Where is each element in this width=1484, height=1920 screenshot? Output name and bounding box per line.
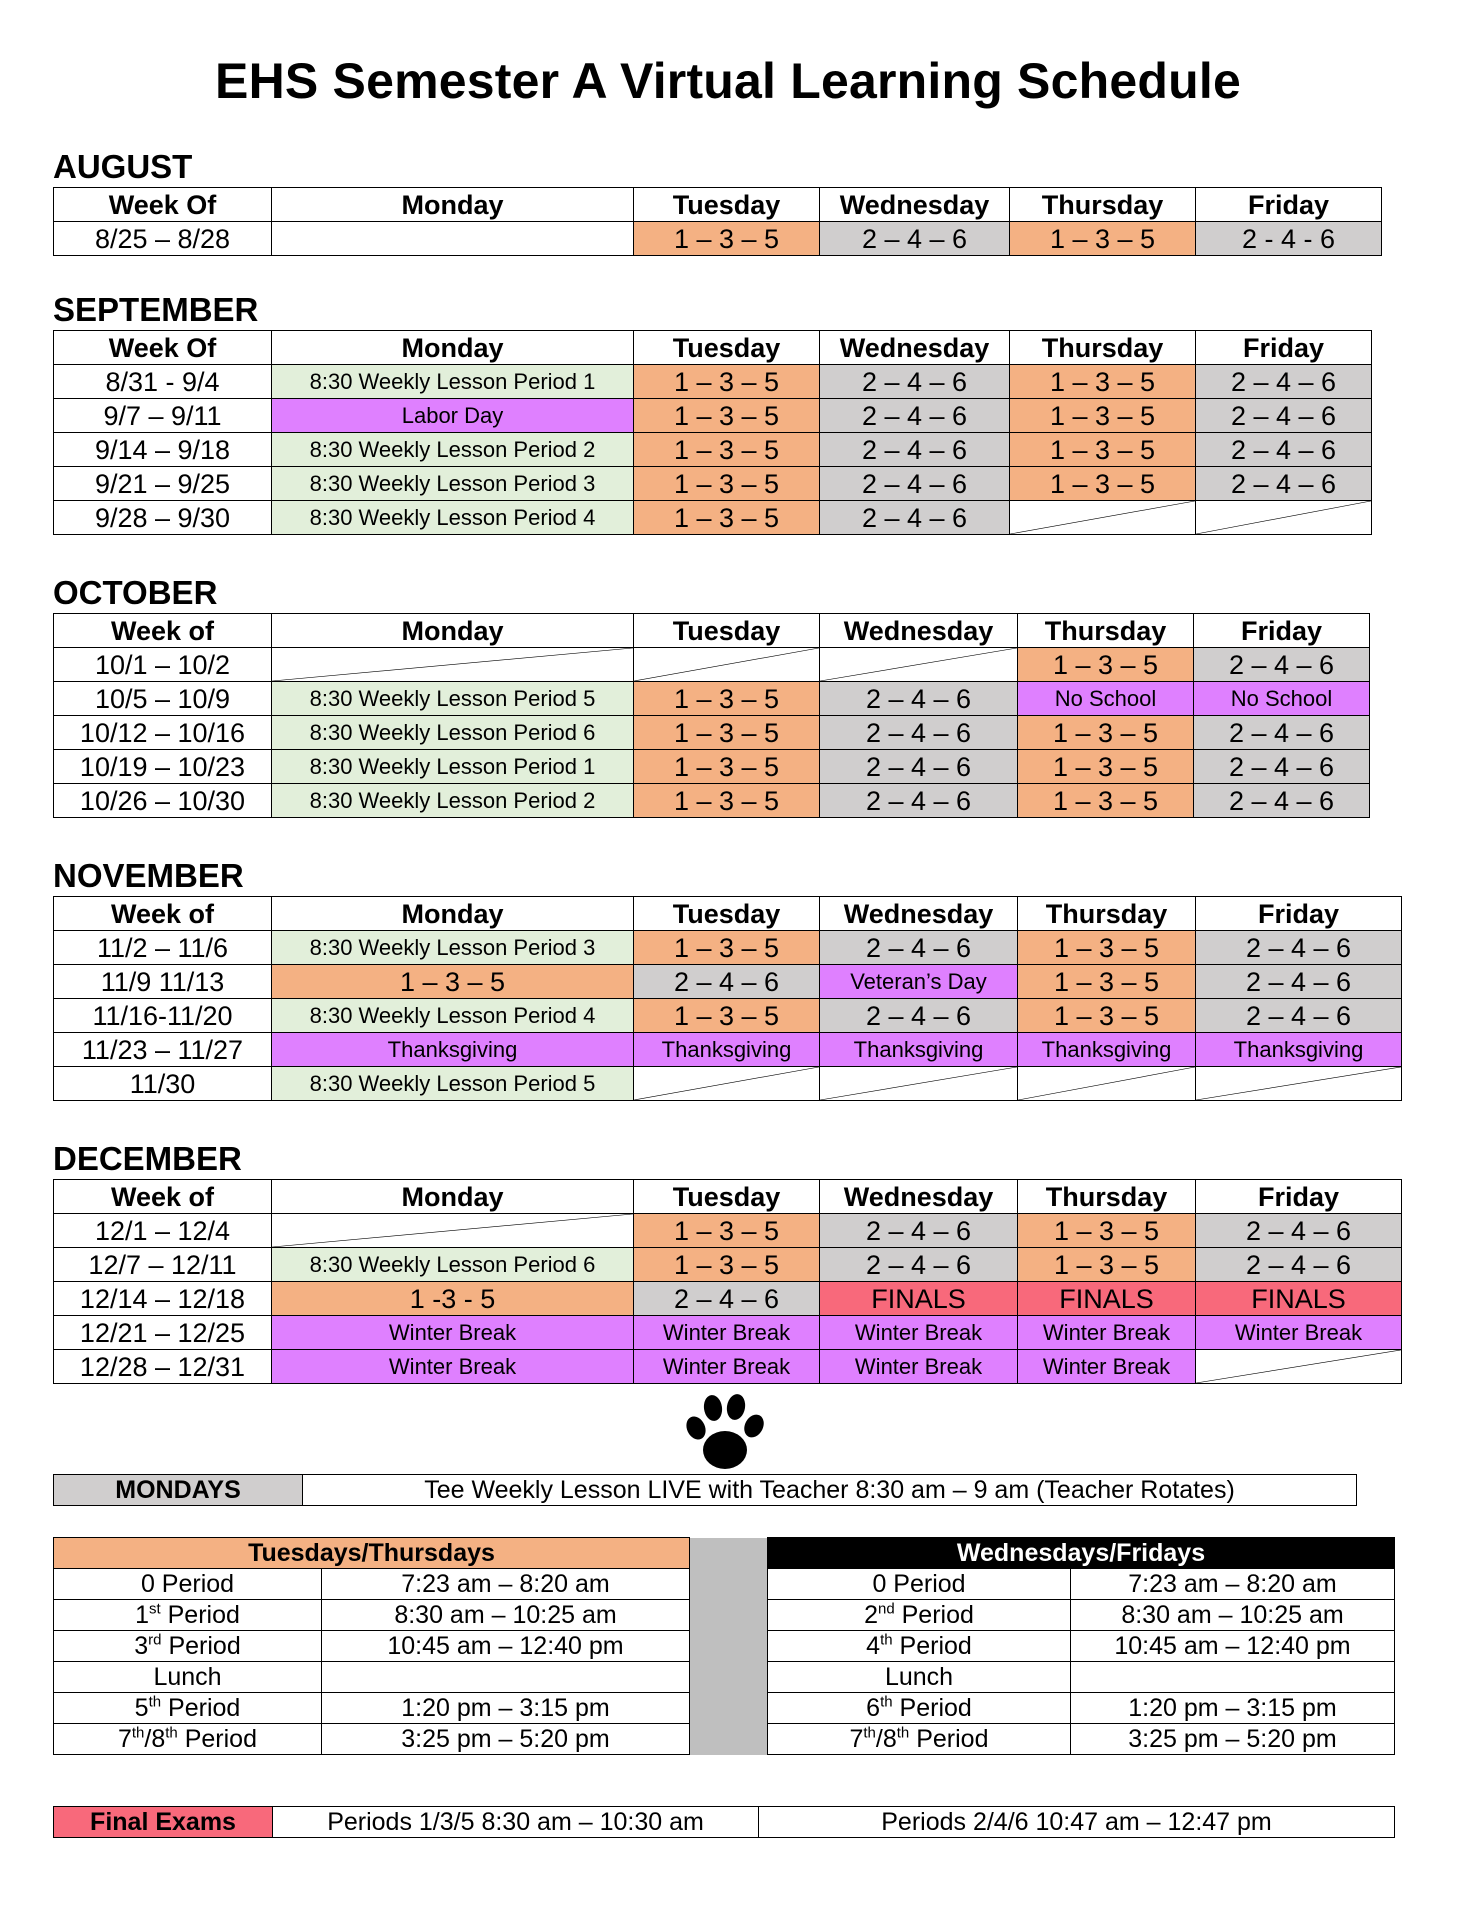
column-header: Friday: [1196, 331, 1372, 365]
no-class-cell: [634, 1067, 820, 1101]
period-suffix: Period: [894, 1601, 974, 1629]
tt-period-cell: [54, 1631, 322, 1662]
month-label: NOVEMBER: [53, 857, 244, 894]
day-schedule-cell: 1 – 3 – 5: [1018, 784, 1194, 818]
day-schedule-cell: 2 – 4 – 6: [1196, 999, 1402, 1033]
column-header: Thursday: [1018, 897, 1196, 931]
day-schedule-cell: 2 – 4 – 6: [1194, 784, 1370, 818]
period-number: Lunch: [153, 1663, 222, 1691]
week-of-cell: 9/14 – 9/18: [54, 433, 272, 467]
day-schedule-cell: Thanksgiving: [820, 1033, 1018, 1067]
page-title: EHS Semester A Virtual Learning Schedule: [215, 53, 1241, 109]
period-ordinal: th: [880, 1631, 893, 1649]
week-of-cell: 10/19 – 10/23: [54, 750, 272, 784]
period-suffix: Period: [161, 1632, 241, 1660]
tt-time-cell: [322, 1662, 690, 1693]
column-header: Monday: [272, 897, 634, 931]
period-number: 0: [872, 1570, 887, 1598]
month-label: OCTOBER: [53, 574, 218, 611]
no-class-cell: [1196, 1350, 1402, 1384]
day-schedule-cell: 1 – 3 – 5: [634, 716, 820, 750]
day-schedule-cell: 8:30 Weekly Lesson Period 6: [272, 716, 634, 750]
day-schedule-cell: Thanksgiving: [272, 1033, 634, 1067]
mondays-text: Tee Weekly Lesson LIVE with Teacher 8:30 am – 9 am (Teacher Rotates): [424, 1476, 1235, 1504]
final-exams-label: Final Exams: [54, 1807, 273, 1837]
day-schedule-cell: Winter Break: [820, 1316, 1018, 1350]
column-header: Friday: [1196, 897, 1402, 931]
tt-period-cell: [54, 1693, 322, 1724]
period-suffix: Period: [892, 1632, 972, 1660]
week-row: [54, 648, 1370, 682]
day-schedule-cell: 2 – 4 – 6: [1196, 467, 1372, 501]
week-row: [54, 222, 1382, 256]
period-ordinal: nd: [878, 1600, 895, 1618]
no-class-cell: [1010, 501, 1196, 535]
day-schedule-cell: 2 – 4 – 6: [820, 1214, 1018, 1248]
week-row: [54, 1214, 1402, 1248]
period-number: 5: [134, 1694, 149, 1722]
week-row: [54, 365, 1372, 399]
final-exams-periods-246: Periods 2/4/6 10:47 am – 12:47 pm: [881, 1808, 1272, 1836]
week-row: [54, 1067, 1402, 1101]
wf-period-cell: [768, 1569, 1071, 1600]
tt-period-cell: [54, 1569, 322, 1600]
period-suffix: Period: [161, 1694, 241, 1722]
column-header: Friday: [1196, 1180, 1402, 1214]
day-schedule-cell: Winter Break: [634, 1350, 820, 1384]
day-schedule-cell: 8:30 Weekly Lesson Period 1: [272, 750, 634, 784]
day-schedule-cell: 1 – 3 – 5: [1018, 1248, 1196, 1282]
week-of-cell: 10/5 – 10/9: [54, 682, 272, 716]
week-row: [54, 750, 1370, 784]
day-schedule-cell: 1 – 3 – 5: [634, 467, 820, 501]
tt-time-cell: 1:20 pm – 3:15 pm: [322, 1693, 690, 1724]
period-ordinal: th: [131, 1724, 145, 1742]
week-row: [54, 467, 1372, 501]
week-of-cell: 12/28 – 12/31: [54, 1350, 272, 1384]
day-schedule-cell: 1 – 3 – 5: [1018, 965, 1196, 999]
no-class-cell: [272, 1214, 634, 1248]
week-of-cell: 12/7 – 12/11: [54, 1248, 272, 1282]
column-header: Tuesday: [634, 614, 820, 648]
column-header: Monday: [272, 188, 634, 222]
bell-row: [54, 1631, 1395, 1662]
wf-time-cell: 8:30 am – 10:25 am: [1071, 1600, 1395, 1631]
column-header: Wednesday: [820, 188, 1010, 222]
column-gap: [690, 1538, 768, 1569]
column-header: Week Of: [54, 331, 272, 365]
day-schedule-cell: Thanksgiving: [634, 1033, 820, 1067]
day-schedule-cell: 1 – 3 – 5: [1018, 750, 1194, 784]
bell-row: [54, 1569, 1395, 1600]
period-ordinal: th: [896, 1724, 910, 1742]
column-header: Wednesday: [820, 897, 1018, 931]
column-header: Tuesday: [634, 331, 820, 365]
day-schedule-cell: 2 – 4 – 6: [820, 931, 1018, 965]
week-row: [54, 1282, 1402, 1316]
week-row: [54, 433, 1372, 467]
day-schedule-cell: 1 – 3 – 5: [1010, 399, 1196, 433]
no-class-cell: [820, 1067, 1018, 1101]
column-gap: [690, 1662, 768, 1693]
week-of-cell: 10/26 – 10/30: [54, 784, 272, 818]
week-row: [54, 1316, 1402, 1350]
day-schedule-cell: 1 – 3 – 5: [634, 399, 820, 433]
week-row: [54, 965, 1402, 999]
column-header: Week Of: [54, 188, 272, 222]
week-of-cell: 11/23 – 11/27: [54, 1033, 272, 1067]
column-header: Monday: [272, 1180, 634, 1214]
column-header: Tuesday: [634, 188, 820, 222]
day-schedule-cell: 2 – 4 – 6: [820, 1248, 1018, 1282]
tt-period-cell: [54, 1662, 322, 1693]
no-class-cell: [272, 648, 634, 682]
period-number: Lunch: [884, 1663, 954, 1691]
week-of-cell: 12/1 – 12/4: [54, 1214, 272, 1248]
period-suffix: Period: [892, 1694, 972, 1722]
week-row: [54, 1350, 1402, 1384]
tt-period-cell: [54, 1724, 322, 1755]
wf-time-cell: 3:25 pm – 5:20 pm: [1071, 1724, 1395, 1755]
period-ordinal: rd: [148, 1631, 162, 1649]
day-schedule-cell: 2 – 4 – 6: [820, 784, 1018, 818]
day-schedule-cell: 2 – 4 – 6: [1196, 399, 1372, 433]
month-schedule-table: [53, 613, 1370, 818]
day-schedule-cell: FINALS: [820, 1282, 1018, 1316]
day-schedule-cell: 1 – 3 – 5: [634, 750, 820, 784]
column-header: Wednesday: [820, 331, 1010, 365]
bell-row: [54, 1662, 1395, 1693]
day-schedule-cell: Veteran’s Day: [820, 965, 1018, 999]
column-header: Thursday: [1010, 331, 1196, 365]
period-suffix: Period: [154, 1570, 235, 1598]
paw-print-icon: [680, 1390, 770, 1480]
month-label: DECEMBER: [53, 1140, 242, 1177]
day-schedule-cell: 2 – 4 – 6: [1194, 750, 1370, 784]
wed-fri-header: Wednesdays/Fridays: [768, 1538, 1395, 1569]
column-header: Week of: [54, 897, 272, 931]
week-of-cell: 11/16-11/20: [54, 999, 272, 1033]
day-schedule-cell: 1 – 3 – 5: [272, 965, 634, 999]
day-schedule-cell: Winter Break: [820, 1350, 1018, 1384]
day-schedule-cell: 8:30 Weekly Lesson Period 4: [272, 501, 634, 535]
day-schedule-cell: Winter Break: [634, 1316, 820, 1350]
week-of-cell: 8/31 - 9/4: [54, 365, 272, 399]
period-number: 2: [864, 1601, 878, 1629]
period-suffix: Period: [909, 1725, 989, 1753]
day-schedule-cell: 1 – 3 – 5: [1010, 222, 1196, 256]
column-header: Friday: [1194, 614, 1370, 648]
period-number: 1: [135, 1601, 149, 1629]
wf-period-cell: [768, 1631, 1071, 1662]
month-label: SEPTEMBER: [53, 291, 259, 328]
period-number: 7: [117, 1725, 132, 1753]
tues-thurs-header: Tuesdays/Thursdays: [54, 1538, 690, 1569]
day-schedule-cell: 1 – 3 – 5: [1010, 365, 1196, 399]
day-schedule-cell: 2 – 4 – 6: [634, 1282, 820, 1316]
wf-period-cell: [768, 1662, 1071, 1693]
day-schedule-cell: 2 – 4 – 6: [820, 365, 1010, 399]
no-class-cell: [634, 648, 820, 682]
day-schedule-cell: 1 – 3 – 5: [634, 501, 820, 535]
column-header: Monday: [272, 331, 634, 365]
no-class-cell: [1196, 1067, 1402, 1101]
period-number: 6: [866, 1694, 881, 1722]
column-header: Tuesday: [634, 897, 820, 931]
month-schedule-table: [53, 896, 1402, 1101]
wf-period-cell: [768, 1600, 1071, 1631]
day-schedule-cell: 2 – 4 – 6: [1196, 931, 1402, 965]
week-of-cell: 11/9 11/13: [54, 965, 272, 999]
period-number: 3: [134, 1632, 149, 1660]
column-header: Tuesday: [634, 1180, 820, 1214]
day-schedule-cell: 1 – 3 – 5: [634, 999, 820, 1033]
day-schedule-cell: 1 – 3 – 5: [634, 784, 820, 818]
bell-row: [54, 1693, 1395, 1724]
day-schedule-cell: 8:30 Weekly Lesson Period 5: [272, 682, 634, 716]
day-schedule-cell: FINALS: [1196, 1282, 1402, 1316]
tt-time-cell: 8:30 am – 10:25 am: [322, 1600, 690, 1631]
day-schedule-cell: 2 – 4 – 6: [820, 222, 1010, 256]
week-of-cell: 8/25 – 8/28: [54, 222, 272, 256]
bell-row: [54, 1724, 1395, 1755]
day-schedule-cell: 2 – 4 – 6: [820, 501, 1010, 535]
day-schedule-cell: 1 – 3 – 5: [634, 931, 820, 965]
day-schedule-cell: Winter Break: [1018, 1316, 1196, 1350]
period-ordinal: st: [149, 1600, 161, 1618]
day-schedule-cell: 1 – 3 – 5: [634, 433, 820, 467]
day-schedule-cell: 2 – 4 – 6: [1196, 1248, 1402, 1282]
day-schedule-cell: 1 – 3 – 5: [1018, 648, 1194, 682]
bell-schedule-table: [53, 1537, 1395, 1755]
day-schedule-cell: 2 - 4 - 6: [1196, 222, 1382, 256]
day-schedule-cell: 1 – 3 – 5: [634, 365, 820, 399]
day-schedule-cell: 1 – 3 – 5: [634, 222, 820, 256]
day-schedule-cell: 2 – 4 – 6: [820, 399, 1010, 433]
week-row: [54, 784, 1370, 818]
day-schedule-cell: 2 – 4 – 6: [1196, 965, 1402, 999]
period-number: 7: [849, 1725, 864, 1753]
period-number: 4: [866, 1632, 881, 1660]
day-schedule-cell: 8:30 Weekly Lesson Period 2: [272, 784, 634, 818]
week-of-cell: 9/7 – 9/11: [54, 399, 272, 433]
day-schedule-cell: FINALS: [1018, 1282, 1196, 1316]
day-schedule-cell: 2 – 4 – 6: [1196, 1214, 1402, 1248]
day-schedule-cell: Winter Break: [1018, 1350, 1196, 1384]
column-header: Week of: [54, 1180, 272, 1214]
day-schedule-cell: 1 – 3 – 5: [1018, 716, 1194, 750]
day-schedule-cell: No School: [1018, 682, 1194, 716]
week-row: [54, 931, 1402, 965]
bell-row: [54, 1600, 1395, 1631]
day-schedule-cell: 8:30 Weekly Lesson Period 5: [272, 1067, 634, 1101]
no-class-cell: [820, 648, 1018, 682]
day-schedule-cell: Thanksgiving: [1018, 1033, 1196, 1067]
period-suffix: Period: [886, 1570, 966, 1598]
week-of-cell: 10/1 – 10/2: [54, 648, 272, 682]
period-suffix: Period: [177, 1725, 257, 1753]
day-schedule-cell: Thanksgiving: [1196, 1033, 1402, 1067]
column-header: Thursday: [1018, 1180, 1196, 1214]
week-of-cell: 9/21 – 9/25: [54, 467, 272, 501]
week-row: [54, 501, 1372, 535]
wf-time-cell: 7:23 am – 8:20 am: [1071, 1569, 1395, 1600]
day-schedule-cell: 1 – 3 – 5: [1018, 1214, 1196, 1248]
day-schedule-cell: 1 – 3 – 5: [1018, 999, 1196, 1033]
week-row: [54, 399, 1372, 433]
column-header: Thursday: [1018, 614, 1194, 648]
column-header: Week of: [54, 614, 272, 648]
column-header: Wednesday: [820, 614, 1018, 648]
day-schedule-cell: 2 – 4 – 6: [820, 433, 1010, 467]
column-header: Friday: [1196, 188, 1382, 222]
period-suffix: /8: [875, 1725, 897, 1753]
column-gap: [690, 1724, 768, 1755]
day-schedule-cell: 2 – 4 – 6: [634, 965, 820, 999]
day-schedule-cell: 2 – 4 – 6: [1196, 365, 1372, 399]
mondays-label: MONDAYS: [54, 1475, 303, 1505]
wf-period-cell: [768, 1693, 1071, 1724]
column-gap: [690, 1600, 768, 1631]
week-row: [54, 1033, 1402, 1067]
week-of-cell: 11/2 – 11/6: [54, 931, 272, 965]
day-schedule-cell: 8:30 Weekly Lesson Period 1: [272, 365, 634, 399]
wf-time-cell: 1:20 pm – 3:15 pm: [1071, 1693, 1395, 1724]
column-header: Monday: [272, 614, 634, 648]
wf-time-cell: 10:45 am – 12:40 pm: [1071, 1631, 1395, 1662]
week-row: [54, 716, 1370, 750]
week-row: [54, 1248, 1402, 1282]
day-schedule-cell: 2 – 4 – 6: [820, 682, 1018, 716]
day-schedule-cell: 8:30 Weekly Lesson Period 3: [272, 931, 634, 965]
day-schedule-cell: 1 – 3 – 5: [1010, 467, 1196, 501]
day-schedule-cell: 8:30 Weekly Lesson Period 2: [272, 433, 634, 467]
week-row: [54, 682, 1370, 716]
day-schedule-cell: 1 – 3 – 5: [634, 682, 820, 716]
day-schedule-cell: Winter Break: [272, 1316, 634, 1350]
day-schedule-cell: 1 – 3 – 5: [1010, 433, 1196, 467]
day-schedule-cell: 2 – 4 – 6: [820, 716, 1018, 750]
day-schedule-cell: 1 -3 - 5: [272, 1282, 634, 1316]
period-ordinal: th: [148, 1693, 162, 1711]
day-schedule-cell: 2 – 4 – 6: [820, 999, 1018, 1033]
period-suffix: /8: [144, 1725, 166, 1753]
day-schedule-cell: 8:30 Weekly Lesson Period 3: [272, 467, 634, 501]
final-exams-bar: [53, 1806, 1395, 1838]
day-schedule-cell: 8:30 Weekly Lesson Period 6: [272, 1248, 634, 1282]
week-of-cell: 9/28 – 9/30: [54, 501, 272, 535]
day-schedule-cell: 2 – 4 – 6: [1194, 716, 1370, 750]
wf-time-cell: [1071, 1662, 1395, 1693]
period-ordinal: th: [165, 1724, 178, 1742]
period-ordinal: th: [863, 1724, 876, 1742]
day-schedule-cell: Winter Break: [1196, 1316, 1402, 1350]
period-suffix: Period: [160, 1601, 240, 1629]
month-schedule-table: [53, 330, 1372, 535]
day-schedule-cell: Labor Day: [272, 399, 634, 433]
tt-time-cell: 3:25 pm – 5:20 pm: [322, 1724, 690, 1755]
day-schedule-cell: 1 – 3 – 5: [634, 1248, 820, 1282]
column-header: Wednesday: [820, 1180, 1018, 1214]
column-gap: [690, 1569, 768, 1600]
day-schedule-cell: [272, 222, 634, 256]
day-schedule-cell: 2 – 4 – 6: [1196, 433, 1372, 467]
wf-period-cell: [768, 1724, 1071, 1755]
month-label: AUGUST: [53, 148, 193, 185]
no-class-cell: [1018, 1067, 1196, 1101]
period-number: 0: [140, 1570, 155, 1598]
week-of-cell: 11/30: [54, 1067, 272, 1101]
no-class-cell: [1196, 501, 1372, 535]
week-row: [54, 999, 1402, 1033]
day-schedule-cell: 2 – 4 – 6: [820, 750, 1018, 784]
day-schedule-cell: Winter Break: [272, 1350, 634, 1384]
week-of-cell: 12/21 – 12/25: [54, 1316, 272, 1350]
tt-time-cell: 7:23 am – 8:20 am: [322, 1569, 690, 1600]
column-header: Thursday: [1010, 188, 1196, 222]
day-schedule-cell: 2 – 4 – 6: [820, 467, 1010, 501]
week-of-cell: 10/12 – 10/16: [54, 716, 272, 750]
day-schedule-cell: No School: [1194, 682, 1370, 716]
mondays-bar: [53, 1474, 1357, 1506]
day-schedule-cell: 8:30 Weekly Lesson Period 4: [272, 999, 634, 1033]
period-ordinal: th: [880, 1693, 893, 1711]
tt-time-cell: 10:45 am – 12:40 pm: [322, 1631, 690, 1662]
month-schedule-table: [53, 187, 1382, 256]
day-schedule-cell: 2 – 4 – 6: [1194, 648, 1370, 682]
column-gap: [690, 1631, 768, 1662]
week-of-cell: 12/14 – 12/18: [54, 1282, 272, 1316]
final-exams-periods-135: Periods 1/3/5 8:30 am – 10:30 am: [273, 1807, 759, 1837]
tt-period-cell: [54, 1600, 322, 1631]
day-schedule-cell: 1 – 3 – 5: [634, 1214, 820, 1248]
day-schedule-cell: 1 – 3 – 5: [1018, 931, 1196, 965]
month-schedule-table: [53, 1179, 1402, 1384]
column-gap: [690, 1693, 768, 1724]
